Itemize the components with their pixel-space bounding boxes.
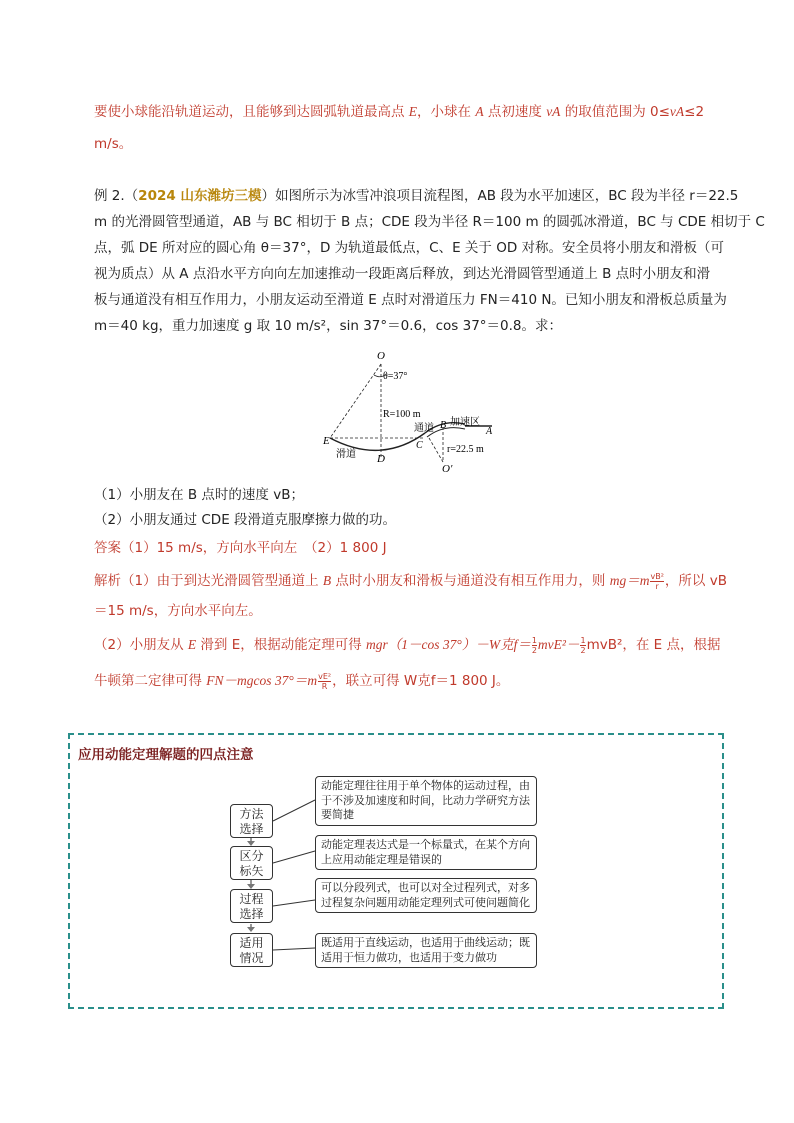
step-label: 适用 [239, 936, 264, 950]
step-label: 标矢 [239, 864, 264, 878]
example-suffix: ） [261, 188, 275, 204]
equation: mgr（1－cos 37°）－W克f＝ [366, 637, 531, 652]
connector-line [273, 900, 315, 906]
step-label: 选择 [239, 907, 264, 921]
flow-step-scope [230, 933, 273, 967]
label-tongdao: 通道 [414, 423, 434, 434]
solution-line-2: ＝15 m/s，方向水平向左。 [94, 603, 262, 619]
solution-line-4 [94, 670, 509, 692]
fraction-num: 1 [580, 635, 586, 645]
example-text: 如图所示为冰雪冲浪项目流程图，AB 段为水平加速区，BC 段为半径 r＝22.5 [274, 188, 739, 204]
label-theta: θ=37° [383, 371, 408, 382]
text-segment: 要使小球能沿轨道运动，且能够到达圆弧轨道最高点 [94, 104, 409, 120]
text-segment: 点时小朋友和滑板与通道没有相互作用力，则 [331, 573, 610, 589]
example-line-3: 点，弧 DE 所对应的圆心角 θ＝37°，D 为轨道最低点，C、E 关于 OD 对称。安全员将小朋友和滑板（可 [94, 240, 725, 256]
label-jiasuqu: 加速区 [450, 417, 480, 428]
label-D: D [377, 453, 385, 465]
fraction-den: r [650, 581, 663, 591]
flow-note-method: 动能定理往往用于单个物体的运动过程，由于不涉及加速度和时间，比动力学研究方法要简捷 [315, 776, 537, 826]
flow-note-scalar: 动能定理表达式是一个标量式，在某个方向上应用动能定理是错误的 [315, 835, 537, 870]
tips-box [68, 733, 724, 1009]
var-vA: vA [669, 104, 685, 119]
example-prefix: 例 2.（ [94, 188, 139, 204]
c-to-o2-line [429, 438, 443, 462]
step-label: 情况 [239, 951, 264, 965]
label-C: C [416, 440, 423, 451]
track-diagram [310, 345, 510, 480]
flow-step-process [230, 889, 273, 923]
label-B: B [440, 420, 447, 431]
var-B: B [322, 573, 332, 588]
label-O: O [377, 350, 385, 362]
fraction [650, 572, 663, 591]
flow-step-method [230, 804, 273, 838]
example-line-1 [94, 185, 738, 207]
cde-arc [330, 433, 425, 450]
text-segment: （2）小朋友从 [94, 637, 188, 653]
example-line-2: m 的光滑圆管型通道，AB 与 BC 相切于 B 点；CDE 段为半径 R＝100 m 的圆弧冰滑道，BC 与 CDE 相切于 C [94, 214, 765, 230]
fraction-num: vE² [318, 671, 332, 681]
flow-note-process: 可以分段列式，也可以对全过程列式，对多过程复杂问题用动能定理列式可使问题简化 [315, 878, 537, 913]
text-segment: 滑到 E，根据动能定理可得 [196, 637, 367, 653]
label-R: R=100 m [383, 409, 421, 420]
fraction-den: R [318, 681, 331, 691]
connector-line [273, 800, 315, 821]
fraction [318, 672, 331, 691]
step-label: 区分 [239, 849, 264, 863]
example-line-4: 视为质点）从 A 点沿水平方向向左加速推动一段距离后释放，到达光滑圆管型通道上 B 点时小朋友和滑 [94, 266, 711, 282]
text-segment: ，联立可得 W克f＝1 800 J。 [332, 673, 510, 689]
var-E: E [408, 104, 418, 119]
text-segment: ≤2 [684, 104, 705, 120]
equation: mvE²－ [537, 637, 580, 652]
text-segment: 的取值范围为 0≤ [560, 104, 670, 120]
label-O-prime: O′ [442, 463, 453, 475]
fraction-half [580, 636, 585, 655]
flow-step-scalar [230, 846, 273, 880]
var-E: E [187, 637, 197, 652]
text-segment: ，所以 vB [664, 573, 727, 589]
label-r: r=22.5 m [447, 444, 484, 455]
example-source: 2024 山东潍坊三模 [138, 188, 262, 204]
step-label: 过程 [239, 892, 264, 906]
down-arrow-icon [247, 927, 255, 932]
example-line-6: m＝40 kg，重力加速度 g 取 10 m/s²，sin 37°＝0.6，cos 37°＝0.8。求： [94, 318, 562, 334]
flow-note-scope: 既适用于直线运动，也适用于曲线运动；既适用于恒力做功，也适用于变力做功 [315, 933, 537, 968]
fraction-den: 2 [531, 645, 537, 655]
question-1: （1）小朋友在 B 点时的速度 vB； [94, 487, 304, 503]
text-segment: 牛顿第二定律可得 [94, 673, 207, 689]
answer-line: 答案（1）15 m/s，方向水平向左 （2）1 800 J [94, 540, 387, 556]
var-A: A [475, 104, 484, 119]
fraction-half [532, 636, 537, 655]
solution-line-3 [94, 634, 721, 656]
equation: mg＝m [609, 573, 650, 588]
tips-title: 应用动能定理解题的四点注意 [78, 747, 254, 763]
var-vA: vA [546, 104, 561, 119]
text-segment: 点初速度 [483, 104, 547, 120]
equation: FN－mgcos 37°＝m [206, 673, 318, 688]
label-huadao: 滑道 [336, 449, 356, 460]
solution-line-1 [94, 570, 727, 592]
answer-range-line2: m/s。 [94, 136, 133, 152]
step-label: 选择 [239, 822, 264, 836]
example-line-5: 板与通道没有相互作用力，小朋友运动至滑道 E 点时对滑道压力 FN＝410 N。已知小朋友和滑板总质量为 [94, 292, 727, 308]
text-segment: mvB²，在 E 点，根据 [586, 637, 721, 653]
connector-line [273, 851, 315, 863]
fraction-den: 2 [580, 645, 586, 655]
fraction-num: vB² [650, 571, 664, 581]
text-segment: ，小球在 [417, 104, 476, 120]
answer-range-line1 [94, 101, 704, 123]
connector-line [273, 948, 315, 950]
fraction-num: 1 [531, 635, 537, 645]
label-E: E [323, 435, 330, 447]
question-2: （2）小朋友通过 CDE 段滑道克服摩擦力做的功。 [94, 512, 397, 528]
text-segment: 解析（1）由于到达光滑圆管型通道上 [94, 573, 323, 589]
oe-dashed-line [330, 364, 381, 438]
step-label: 方法 [239, 807, 264, 821]
label-A: A [486, 426, 493, 437]
